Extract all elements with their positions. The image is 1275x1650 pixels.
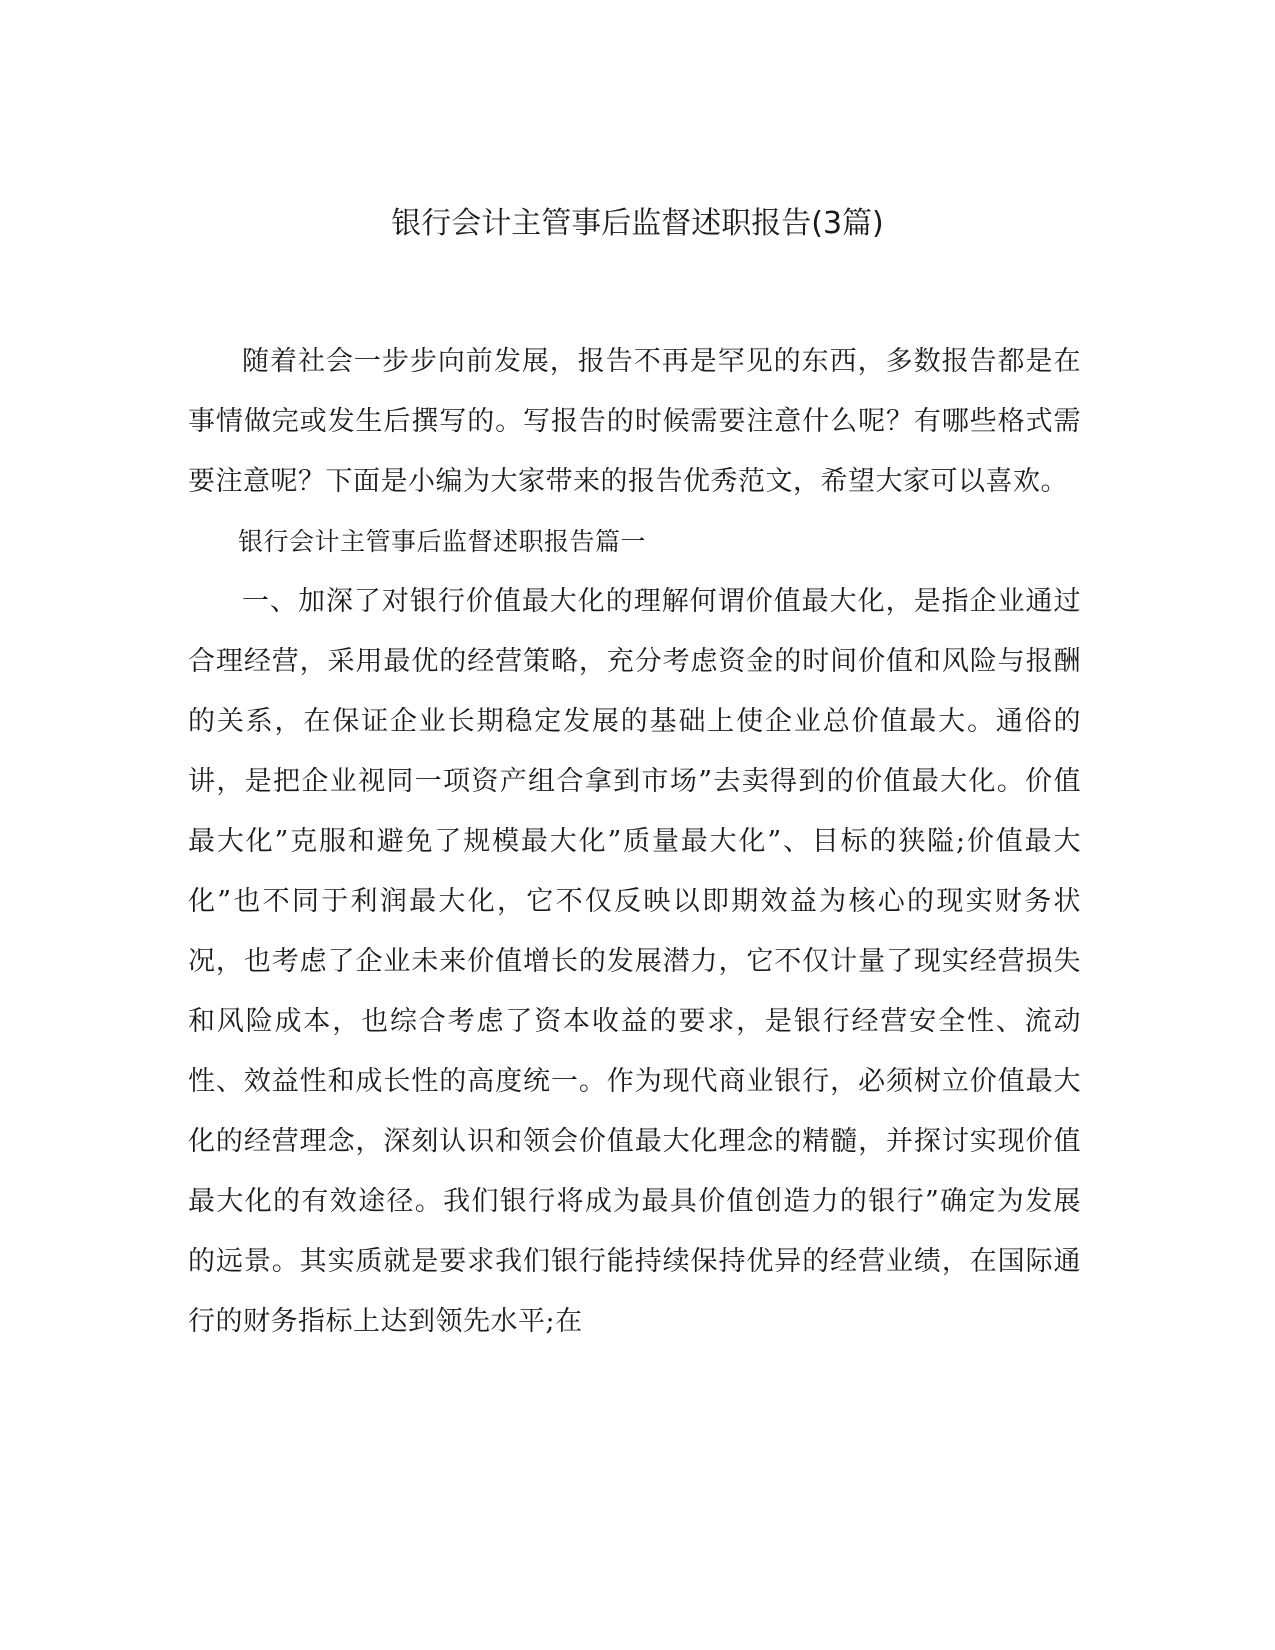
- body-paragraph: 一、加深了对银行价值最大化的理解何谓价值最大化，是指企业通过合理经营，采用最优的经营策略，充分考虑资金的时间价值和风险与报酬的关系，在保证企业长期稳定发展的基础上使企业总价值最大。通俗的讲，是把企业视同一项资产组合拿到市场”去卖得到的价值最大化。价值最大化”克服和避免了规模最大化”质量最大化”、目标的狭隘;价值最大化”也不同于利润最大化，它不仅反映以即期效益为核心的现实财务状况，也考虑了企业未来价值增长的发展潜力，它不仅计量了现实经营损失和风险成本，也综合考虑了资本收益的要求，是银行经营安全性、流动性、效益性和成长性的高度统一。作为现代商业银行，必须树立价值最大化的经营理念，深刻认识和领会价值最大化理念的精髓，并探讨实现价值最大化的有效途径。我们银行将成为最具价值创造力的银行”确定为发展的远景。其实质就是要求我们银行能持续保持优异的经营业绩，在国际通行的财务指标上达到领先水平;在: [188, 586, 1081, 1337]
- intro-paragraph: 随着社会一步步向前发展，报告不再是罕见的东西，多数报告都是在事情做完或发生后撰写的。写报告的时候需要注意什么呢？有哪些格式需要注意呢？下面是小编为大家带来的报告优秀范文，希望大家可以喜欢。: [188, 346, 1081, 497]
- section-heading: 银行会计主管事后监督述职报告篇一: [238, 527, 647, 556]
- document-body: [188, 332, 1081, 1352]
- document-title: 银行会计主管事后监督述职报告(3篇): [391, 206, 884, 241]
